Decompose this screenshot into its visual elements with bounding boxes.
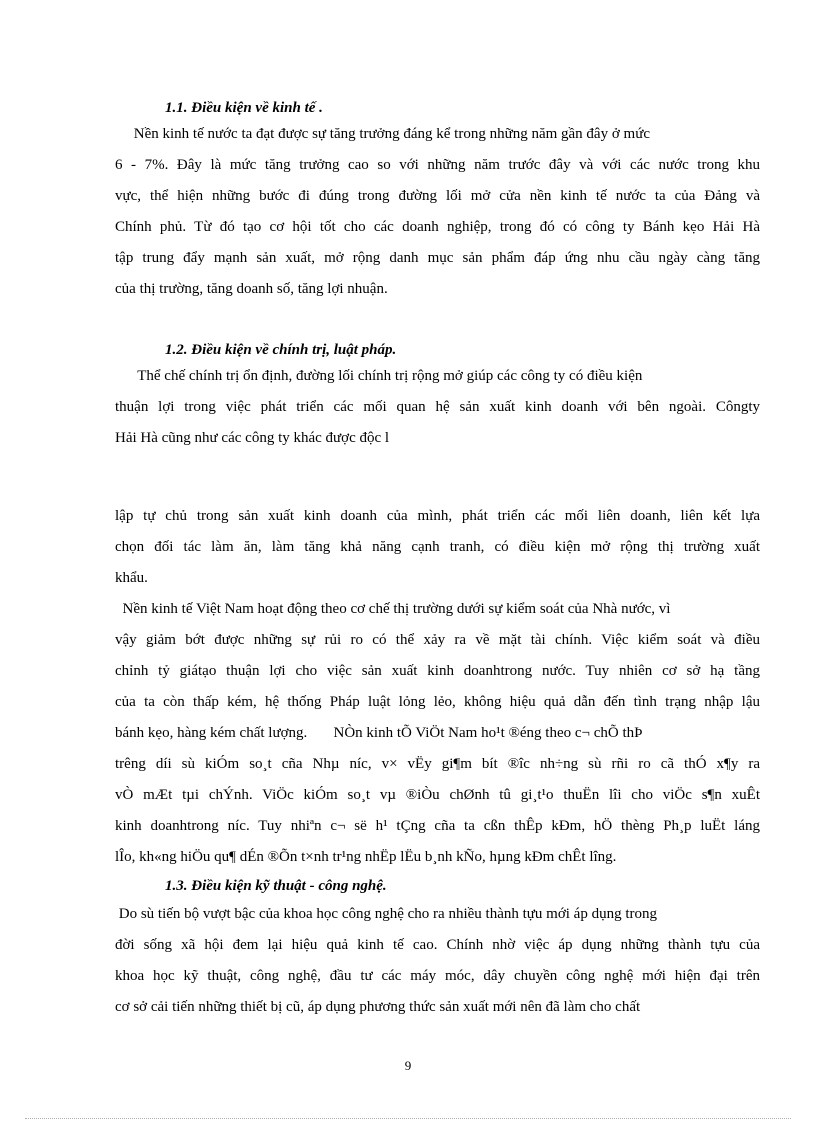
text-line: đời sống xã hội đem lại hiệu quả kinh tế cao. Chính nhờ việc áp dụng những thành tựu của (115, 937, 760, 953)
text-line: trêng díi sù kiÓm so¸t cña Nhµ níc, v× vËy gi¶m bít ®îc nh÷ng sù rñi ro cã thÓ x¶y ra (115, 756, 760, 772)
text-line: lÎo, kh«ng hiÖu qu¶ dÉn ®Õn t×nh tr¹ng nhËp lËu b¸nh kÑo, hµng kÐm chÊt lîng. (115, 849, 617, 865)
text-line: Nền kinh tế nước ta đạt được sự tăng trưởng đáng kể trong những năm gần đây ở mức (115, 126, 650, 142)
paragraph-economic (115, 119, 760, 305)
page-number: 9 (404, 1058, 412, 1073)
section-heading-technology: 1.3. Điều kiện kỹ thuật - công nghệ. (165, 878, 387, 894)
text-line: Thể chế chính trị ổn định, đường lối chính trị rộng mở giúp các công ty có điều kiện (115, 368, 643, 384)
text-line: vậy giảm bớt được những sự rủi ro có thể xảy ra về mặt tài chính. Việc kiểm soát và điều (115, 632, 760, 648)
text-line: Nền kinh tế Việt Nam hoạt động theo cơ chế thị trường dưới sự kiểm soát của Nhà nước, vì (115, 601, 671, 617)
text-line: Chính phủ. Từ đó tạo cơ hội tốt cho các doanh nghiệp, trong đó có công ty Bánh kẹo Hải Hà (115, 219, 760, 235)
page-bottom-divider (25, 1118, 791, 1119)
text-line: chỉnh tỷ giátạo thuận lợi cho việc sản xuất kinh doanhtrong nước. Tuy nhiên cơ sở hạ tầng (115, 663, 760, 679)
text-line: vực, thể hiện những bước đi đúng trong đường lối mở cửa nền kinh tế nước ta của Đảng và (115, 188, 760, 204)
text-line: khẩu. (115, 570, 148, 586)
text-line: vÒ mÆt tµi chÝnh. ViÖc kiÓm so¸t vµ ®iÒu chØnh tû gi¸t¹o thuËn lîi cho viÖc s¶n xuÊt (115, 787, 760, 803)
paragraph-technology (115, 899, 760, 1023)
text-line: khoa học kỹ thuật, công nghệ, đầu tư các máy móc, dây chuyền công nghệ mới hiện đại trên (115, 968, 760, 984)
paragraph-continuation (115, 501, 760, 873)
text-line: kinh doanhtrong níc. Tuy nhiªn c¬ së h¹ tÇng cña ta cßn thÊp kÐm, hÖ thèng Ph¸p luËt láng (115, 818, 760, 834)
text-line: tập trung đẩy mạnh sản xuất, mở rộng danh mục sản phẩm đáp ứng nhu cầu ngày càng tăng (115, 250, 760, 266)
text-line: thuận lợi trong việc phát triển các mối quan hệ sản xuất kinh doanh với bên ngoài. Côngty (115, 399, 760, 415)
text-line: lập tự chủ trong sản xuất kinh doanh của mình, phát triển các mối liên doanh, liên kết lựa (115, 508, 760, 524)
text-line: Do sù tiến bộ vượt bậc của khoa học công nghệ cho ra nhiều thành tựu mới áp dụng trong (115, 906, 657, 922)
text-line: bánh kẹo, hàng kém chất lượng. NÒn kinh tÕ ViÖt Nam ho¹t ®éng theo c¬ chÕ thÞ (115, 725, 643, 741)
paragraph-political (115, 361, 760, 454)
text-line: 6 - 7%. Đây là mức tăng trưởng cao so với những năm trước đây và với các nước trong khu (115, 157, 760, 173)
text-line: Hải Hà cũng như các công ty khác được độc l (115, 430, 390, 446)
text-line: của ta còn thấp kém, hệ thống Pháp luật lỏng lẻo, không hiệu quả dẫn đến tình trạng nhập lậu (115, 694, 760, 710)
section-heading-economic: 1.1. Điều kiện về kinh tế . (165, 100, 323, 116)
section-heading-political: 1.2. Điều kiện về chính trị, luật pháp. (165, 342, 397, 358)
text-line: cơ sở cải tiến những thiết bị cũ, áp dụng phương thức sản xuất mới nên đã làm cho chất (115, 999, 641, 1015)
text-line: của thị trường, tăng doanh số, tăng lợi nhuận. (115, 281, 388, 297)
text-line: chọn đối tác làm ăn, làm tăng khả năng cạnh tranh, có điều kiện mở rộng thị trường xuất (115, 539, 760, 555)
